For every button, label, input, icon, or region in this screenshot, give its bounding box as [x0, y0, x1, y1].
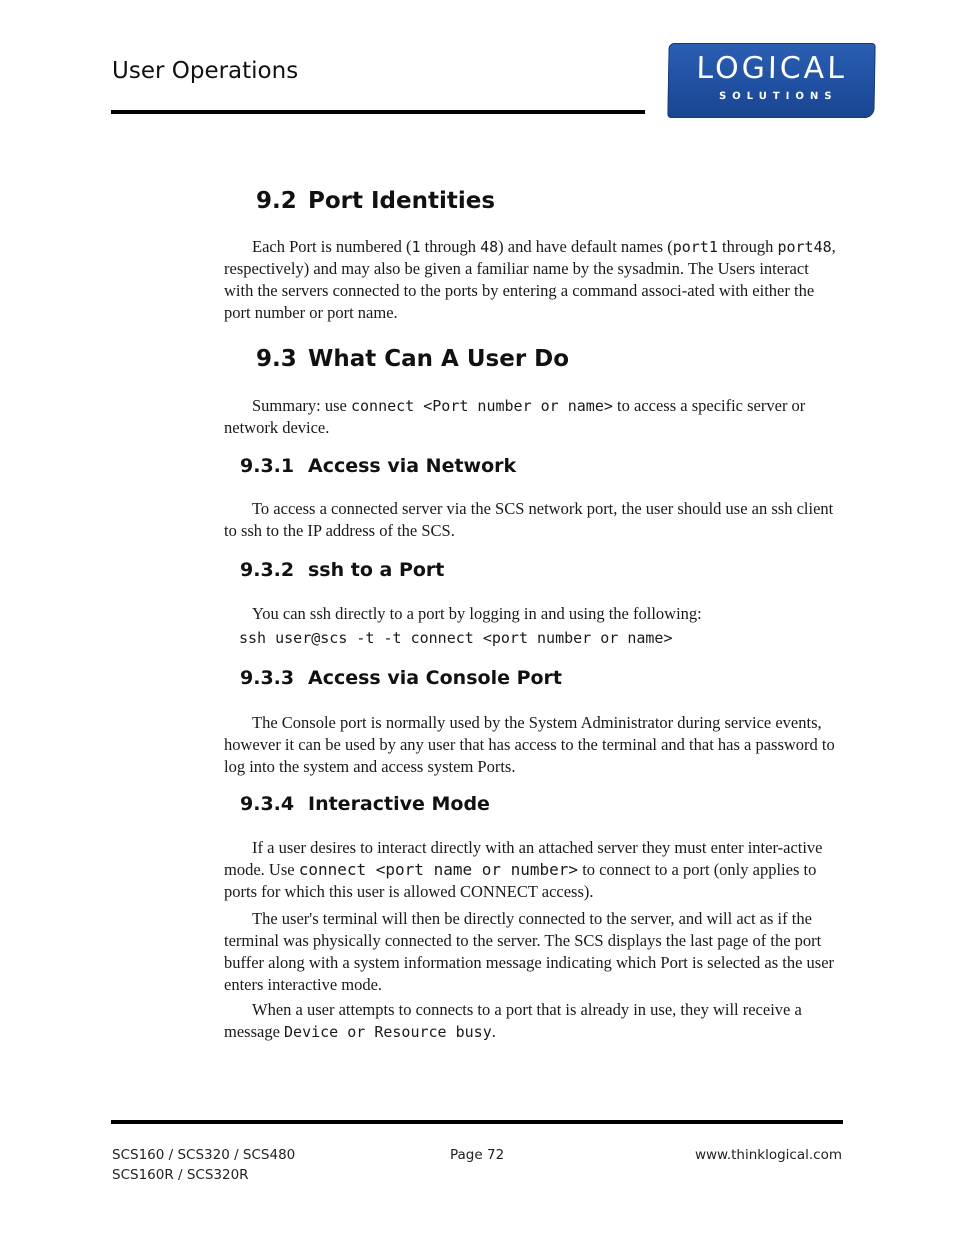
footer-models-line2: SCS160R / SCS320R — [112, 1167, 249, 1183]
subsection-title: ssh to a Port — [308, 559, 445, 581]
inline-code: port48 — [777, 238, 832, 256]
logo-sub-text: SOLUTIONS — [718, 91, 838, 102]
paragraph-ssh-port: You can ssh directly to a port by logging in and using the following: — [252, 604, 702, 623]
text-run: Summary: use — [252, 396, 351, 415]
inline-code: connect <Port number or name> — [351, 397, 613, 415]
paragraph-interactive-mode-3 — [224, 999, 840, 1043]
subsection-title: Interactive Mode — [308, 793, 490, 815]
paragraph-port-identities — [224, 236, 840, 324]
logical-solutions-logo — [667, 43, 875, 118]
subsection-number: 9.3.4 — [240, 793, 295, 815]
text-run: . — [491, 1022, 496, 1041]
section-heading-9-3 — [256, 346, 569, 372]
footer-page-number: Page 72 — [450, 1147, 505, 1163]
subsection-number: 9.3.3 — [240, 667, 295, 689]
paragraph-console-port: The Console port is normally used by the System Administrator during service events, however it can be used by any user that has access to the terminal and that has a password to log into the system and access system Ports. — [224, 713, 835, 776]
logo-main-text: LOGICAL — [696, 51, 848, 86]
inline-code: 1 — [411, 238, 421, 256]
section-number: 9.2 — [256, 188, 297, 214]
text-run: If a user desires to interact directly with an attached server they must enter inter-active mode. Use — [224, 838, 823, 879]
inline-code: connect <port name or number> — [298, 860, 579, 879]
inline-code: port1 — [672, 238, 718, 256]
text-run: to access a specific server or network device. — [224, 396, 806, 437]
inline-code: 48 — [480, 238, 499, 256]
section-number: 9.3 — [256, 346, 297, 372]
section-title: What Can A User Do — [308, 346, 570, 372]
subsection-heading-9-3-1 — [240, 455, 516, 477]
text-run: through — [717, 237, 778, 256]
subsection-heading-9-3-4 — [240, 793, 490, 815]
subsection-title: Access via Console Port — [308, 667, 563, 689]
paragraph-interactive-mode-2: The user's terminal will then be directly connected to the server, and will act as if the terminal was physically connected to the server. The SCS displays the last page of the port buffer along with a system information message indicating which Port is selected as the user enters interactive mode. — [224, 909, 835, 994]
section-title: Port Identities — [308, 188, 496, 214]
text-run: through — [420, 237, 481, 256]
subsection-title: Access via Network — [308, 455, 517, 477]
inline-code: Device or Resource busy — [284, 1023, 492, 1041]
footer-rule — [111, 1120, 843, 1124]
subsection-number: 9.3.1 — [240, 455, 295, 477]
footer-models-line1: SCS160 / SCS320 / SCS480 — [112, 1147, 296, 1163]
subsection-heading-9-3-2 — [240, 559, 444, 581]
paragraph-access-network: To access a connected server via the SCS network port, the user should use an ssh client to ssh to the IP address of the SCS. — [224, 499, 834, 540]
section-heading-9-2 — [256, 188, 495, 214]
code-example-ssh: ssh user@scs -t -t connect <port number or name> — [239, 629, 673, 647]
text-run: to connect to a port (only applies to ports for which this user is allowed CONNECT access). — [224, 860, 817, 901]
running-header: User Operations — [112, 58, 299, 84]
subsection-heading-9-3-3 — [240, 667, 562, 689]
text-run: , respectively) and may also be given a familiar name by the sysadmin. The Users interact with the servers connected to the ports by entering a command associ-ated with either the port number or port name. — [224, 237, 836, 322]
text-run: Each Port is numbered ( — [252, 237, 412, 256]
text-run: ) and have default names ( — [498, 237, 673, 256]
paragraph-summary — [224, 395, 840, 439]
paragraph-interactive-mode-1 — [224, 837, 840, 903]
header-rule — [111, 110, 645, 114]
subsection-number: 9.3.2 — [240, 559, 295, 581]
footer-url[interactable]: www.thinklogical.com — [694, 1147, 842, 1163]
text-run: When a user attempts to connects to a port that is already in use, they will receive a message — [224, 1000, 802, 1041]
footer-models — [112, 1145, 295, 1185]
